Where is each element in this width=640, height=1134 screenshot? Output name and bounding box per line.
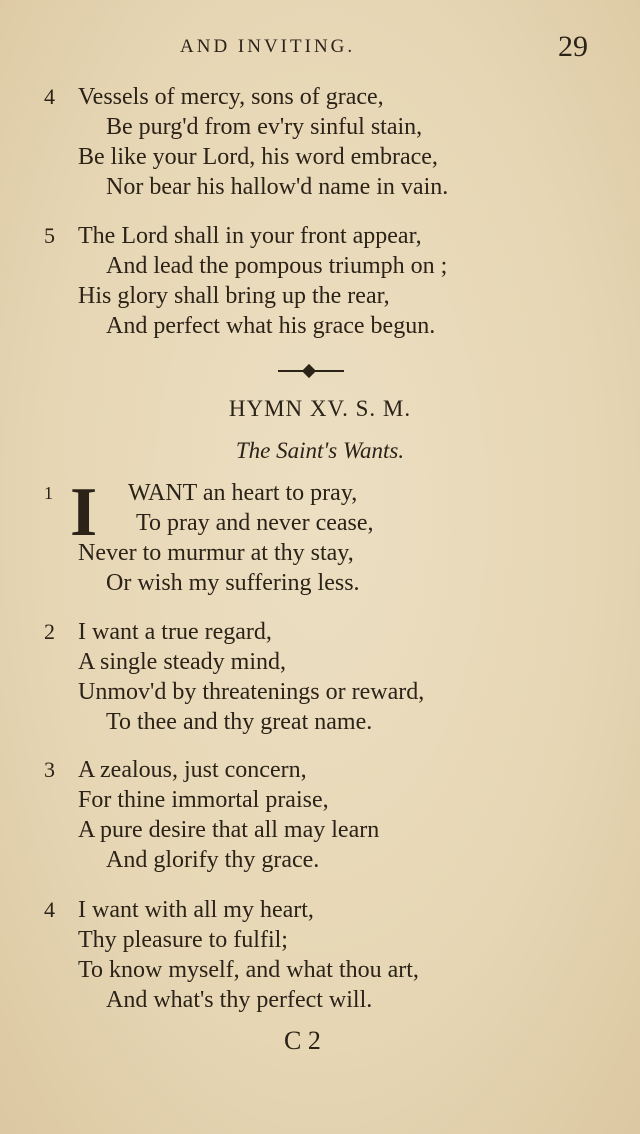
running-title: AND INVITING. xyxy=(180,36,356,57)
verse-number: 2 xyxy=(44,619,55,644)
verse-line: And perfect what his grace begun. xyxy=(106,313,436,339)
hymn-title: HYMN XV. S. M. xyxy=(228,396,412,421)
verse-line: Be purg'd from ev'ry sinful stain, xyxy=(106,114,423,140)
verse-line: A pure desire that all may learn xyxy=(78,817,380,843)
verse-number: 4 xyxy=(44,897,55,922)
verse-line: Thy pleasure to fulfil; xyxy=(78,927,288,953)
drop-cap: I xyxy=(70,474,98,551)
verse-line: Be like your Lord, his word embrace, xyxy=(78,144,438,170)
verse-line: Unmov'd by threatenings or reward, xyxy=(78,679,425,705)
verse-line: WANT an heart to pray, xyxy=(128,480,358,506)
verse-line: Nor bear his hallow'd name in vain. xyxy=(106,174,449,200)
verse-line: Or wish my suffering less. xyxy=(106,570,360,596)
verse-line: A zealous, just concern, xyxy=(78,757,307,783)
hymn-subtitle: The Saint's Wants. xyxy=(235,438,405,463)
verse-line: And lead the pompous triumph on ; xyxy=(106,253,448,279)
verse-line: His glory shall bring up the rear, xyxy=(78,283,390,309)
verse-line: A single steady mind, xyxy=(78,649,286,675)
verse-line: For thine immortal praise, xyxy=(78,787,329,813)
page-number: 29 xyxy=(558,30,588,63)
verse-line: I want a true regard, xyxy=(78,619,272,645)
verse-line: To pray and never cease, xyxy=(136,510,374,536)
signature-mark: C 2 xyxy=(284,1026,321,1055)
verse-line: Vessels of mercy, sons of grace, xyxy=(78,84,384,110)
verse-line: Never to murmur at thy stay, xyxy=(78,540,354,566)
verse-line: I want with all my heart, xyxy=(78,897,314,923)
verse-number: 5 xyxy=(44,223,55,248)
verse-number: 4 xyxy=(44,84,55,109)
verse-number: 1 xyxy=(44,483,53,503)
verse-number: 3 xyxy=(44,757,55,782)
verse-line: And glorify thy grace. xyxy=(106,847,320,873)
verse-line: To thee and thy great name. xyxy=(106,709,373,735)
ornament-divider xyxy=(278,370,344,372)
verse-line: And what's thy perfect will. xyxy=(106,987,373,1013)
verse-line: To know myself, and what thou art, xyxy=(78,957,419,983)
verse-line: The Lord shall in your front appear, xyxy=(78,223,422,249)
